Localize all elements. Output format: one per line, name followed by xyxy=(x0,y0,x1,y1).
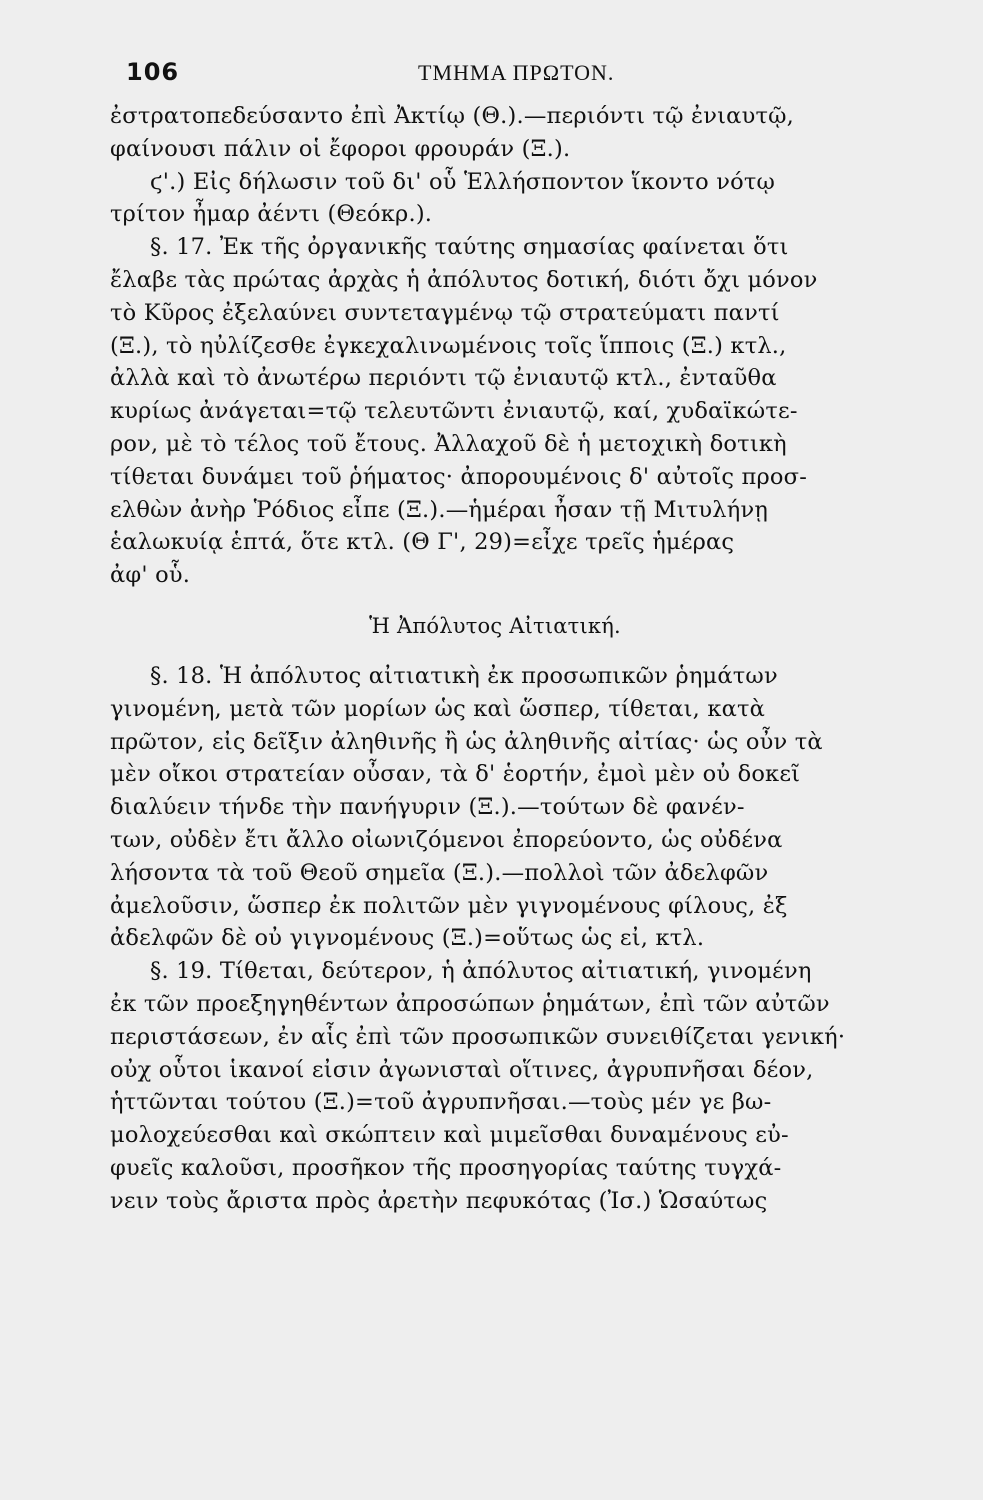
text-line: φαίνουσι πάλιν οἱ ἔφοροι φρουράν (Ξ.). xyxy=(110,135,571,162)
text-line: ἐστρατοπεδεύσαντο ἐπὶ Ἀκτίῳ (Θ.).—περιόντι τῷ ἐνιαυτῷ, xyxy=(110,103,794,129)
section-heading: Ἡ Ἀπόλυτος Αἰτιατική. xyxy=(369,613,621,638)
text-line: ἀδελφῶν δὲ οὐ γιγνομένους (Ξ.)=οὕτως ὡς εἰ, κτλ. xyxy=(110,925,705,952)
text-line: γινομένη, μετὰ τῶν μορίων ὡς καὶ ὥσπερ, τίθεται, κατὰ xyxy=(110,695,766,722)
text-line: τρίτον ἦμαρ ἀέντι (Θεόκρ.). xyxy=(110,201,433,228)
text-line: ελθὼν ἀνὴρ Ῥόδιος εἶπε (Ξ.).—ἡμέραι ἦσαν τῇ Μιτυλήνῃ xyxy=(110,496,769,523)
section-18-start: §. 18. Ἡ ἀπόλυτος αἰτιατικὴ ἐκ προσωπικῶν ῥημάτων xyxy=(150,662,778,689)
text-line: πρῶτον, εἰς δεῖξιν ἀληθινῆς ἢ ὡς ἀληθινῆς αἰτίας· ὡς οὖν τὰ xyxy=(110,728,823,755)
text-line: φυεῖς καλοῦσι, προσῆκον τῆς προσηγορίας ταύτης τυγχά- xyxy=(110,1154,782,1181)
text-line: ἔλαβε τὰς πρώτας ἀρχὰς ἡ ἀπόλυτος δοτική, διότι ὄχι μόνον xyxy=(110,266,818,293)
text-line: διαλύειν τήνδε τὴν πανήγυριν (Ξ.).—τούτων δὲ φανέν- xyxy=(110,794,745,821)
text-line: τὸ Κῦρος ἐξελαύνει συντεταγμένῳ τῷ στρατεύματι παντί xyxy=(110,299,780,326)
text-line: ἀλλὰ καὶ τὸ ἀνωτέρω περιόντι τῷ ἐνιαυτῷ κτλ., ἐνταῦθα xyxy=(110,365,777,392)
text-line: ρον, μὲ τὸ τέλος τοῦ ἔτους. Ἀλλαχοῦ δὲ ἡ μετοχικὴ δοτικὴ xyxy=(110,430,787,457)
text-line: τίθεται δυνάμει τοῦ ῥήματος· ἀπορουμένοις δ' αὐτοῖς προσ- xyxy=(110,463,807,490)
text-line: ϛ'.) Εἰς δήλωσιν τοῦ δι' οὗ Ἑλλήσποντον ἵκοντο νότῳ xyxy=(150,168,776,195)
text-line: ἐκ τῶν προεξηγηθέντων ἀπροσώπων ῥημάτων, ἐπὶ τῶν αὐτῶν xyxy=(110,990,830,1017)
section-19-start: §. 19. Τίθεται, δεύτερον, ἡ ἀπόλυτος αἰτιατική, γινομένη xyxy=(150,958,812,985)
text-line: των, οὐδὲν ἔτι ἄλλο οἰωνιζόμενοι ἐπορεύοντο, ὡς οὐδένα xyxy=(110,826,783,853)
text-line: οὐχ οὗτοι ἱκανοί εἰσιν ἀγωνισταὶ οἵτινες, ἀγρυπνῆσαι δέον, xyxy=(110,1056,814,1083)
text-line: ἀμελοῦσιν, ὥσπερ ἐκ πολιτῶν μὲν γιγνομένους φίλους, ἐξ xyxy=(110,892,788,919)
page-number: 106 xyxy=(126,58,180,86)
body-text xyxy=(110,100,880,1218)
text-line: ἑαλωκυίᾳ ἑπτά, ὅτε κτλ. (Θ Γ', 29)=εἶχε τρεῖς ἡμέρας xyxy=(110,529,735,556)
section-17-start: §. 17. Ἐκ τῆς ὀργανικῆς ταύτης σημασίας φαίνεται ὅτι xyxy=(150,234,789,261)
text-line: νειν τοὺς ἄριστα πρὸς ἀρετὴν πεφυκότας (Ἰσ.) Ὡσαύτως xyxy=(110,1187,768,1214)
text-line: (Ξ.), τὸ ηὐλίζεσθε ἐγκεχαλινωμένοις τοῖς ἵπποις (Ξ.) κτλ., xyxy=(110,332,787,359)
text-line: ἡττῶνται τούτου (Ξ.)=τοῦ ἀγρυπνῆσαι.—τοὺς μέν γε βω- xyxy=(110,1089,772,1116)
running-head: ΤΜΗΜΑ ΠΡΩΤΟΝ. xyxy=(418,60,615,85)
page-header xyxy=(118,58,878,92)
text-line: κυρίως ἀνάγεται=τῷ τελευτῶντι ἐνιαυτῷ, καί, χυδαϊκώτε- xyxy=(110,398,798,425)
text-line: ἀφ' οὗ. xyxy=(110,562,191,589)
text-line: περιστάσεων, ἐν αἷς ἐπὶ τῶν προσωπικῶν συνειθίζεται γενική· xyxy=(110,1023,846,1050)
text-line: λήσοντα τὰ τοῦ Θεοῦ σημεῖα (Ξ.).—πολλοὶ τῶν ἀδελφῶν xyxy=(110,859,769,886)
text-line: μολοχεύεσθαι καὶ σκώπτειν καὶ μιμεῖσθαι δυναμένους εὐ- xyxy=(110,1122,789,1149)
text-line: μὲν οἴκοι στρατείαν οὖσαν, τὰ δ' ἑορτήν, ἐμοὶ μὲν οὐ δοκεῖ xyxy=(110,761,801,788)
